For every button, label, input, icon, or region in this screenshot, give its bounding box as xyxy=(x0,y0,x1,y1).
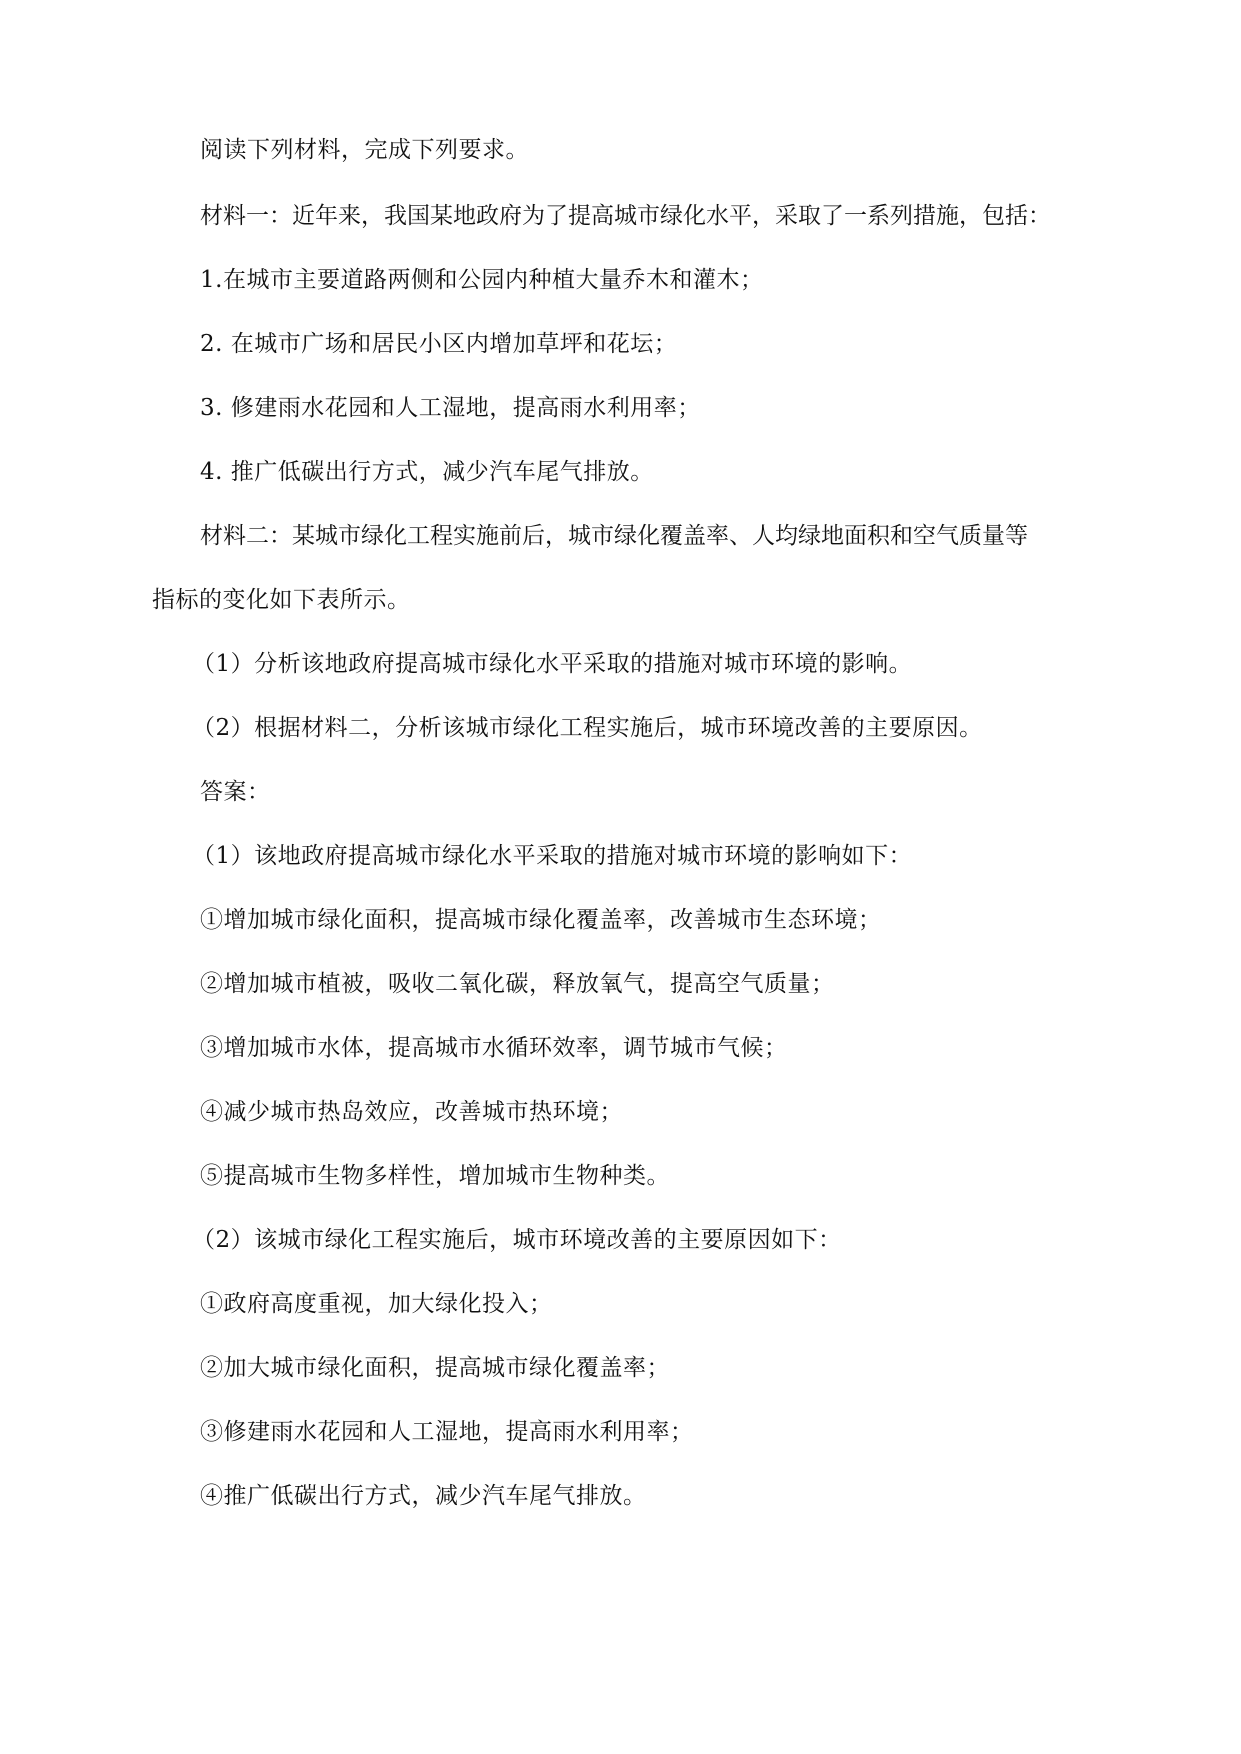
question-1: （1）分析该地政府提高城市绿化水平采取的措施对城市环境的影响。 xyxy=(192,651,913,677)
measure-item-4: 4. 推广低碳出行方式，减少汽车尾气排放。 xyxy=(200,459,654,485)
question-2: （2）根据材料二，分析该城市绿化工程实施后，城市环境改善的主要原因。 xyxy=(192,715,983,741)
measure-item-3: 3. 修建雨水花园和人工湿地，提高雨水利用率； xyxy=(200,395,701,421)
material-1-text: 材料一：近年来，我国某地政府为了提高城市绿化水平，采取了一系列措施，包括： xyxy=(200,203,1051,229)
answer-1-item-3: ③增加城市水体，提高城市水循环效率，调节城市气候； xyxy=(200,1035,788,1061)
answer-1-item-1: ①增加城市绿化面积，提高城市绿化覆盖率，改善城市生态环境； xyxy=(200,907,882,933)
answer-2-heading: （2）该城市绿化工程实施后，城市环境改善的主要原因如下： xyxy=(192,1227,842,1253)
intro-text: 阅读下列材料，完成下列要求。 xyxy=(200,137,529,163)
measure-item-1: 1.在城市主要道路两侧和公园内种植大量乔木和灌木； xyxy=(200,267,764,293)
answer-label: 答案： xyxy=(200,779,271,805)
answer-1-heading: （1）该地政府提高城市绿化水平采取的措施对城市环境的影响如下： xyxy=(192,843,913,869)
answer-1-item-4: ④减少城市热岛效应，改善城市热环境； xyxy=(200,1099,623,1125)
answer-2-item-4: ④推广低碳出行方式，减少汽车尾气排放。 xyxy=(200,1483,647,1509)
material-2-text-line-1: 材料二：某城市绿化工程实施前后，城市绿化覆盖率、人均绿地面积和空气质量等 xyxy=(200,523,1028,549)
answer-2-item-1: ①政府高度重视，加大绿化投入； xyxy=(200,1291,553,1317)
answer-1-item-5: ⑤提高城市生物多样性，增加城市生物种类。 xyxy=(200,1163,670,1189)
measure-item-2: 2. 在城市广场和居民小区内增加草坪和花坛； xyxy=(200,331,678,357)
material-2-text-line-2: 指标的变化如下表所示。 xyxy=(152,587,411,613)
answer-1-item-2: ②增加城市植被，吸收二氧化碳，释放氧气，提高空气质量； xyxy=(200,971,835,997)
answer-2-item-2: ②加大城市绿化面积，提高城市绿化覆盖率； xyxy=(200,1355,670,1381)
answer-2-item-3: ③修建雨水花园和人工湿地，提高雨水利用率； xyxy=(200,1419,694,1445)
